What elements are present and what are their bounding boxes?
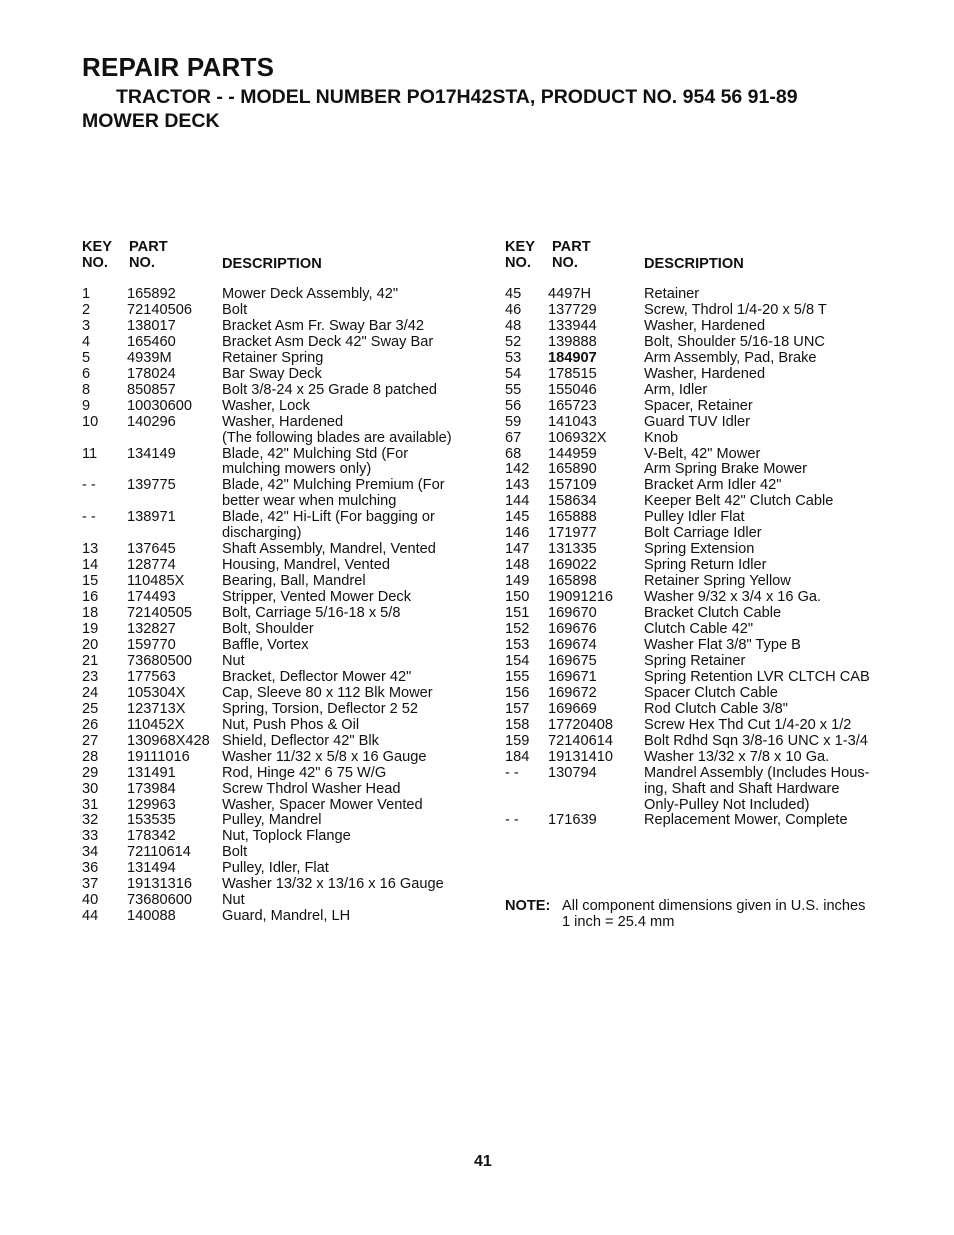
key-number: 149 bbox=[505, 573, 530, 590]
key-number: 11 bbox=[82, 445, 98, 462]
key-number: 26 bbox=[82, 716, 99, 733]
table-row bbox=[82, 893, 482, 909]
key-number: 68 bbox=[505, 445, 522, 462]
table-row bbox=[82, 351, 482, 367]
key-number: 31 bbox=[82, 796, 99, 813]
part-description: Shaft Assembly, Mandrel, Vented bbox=[222, 541, 436, 558]
key-number: 48 bbox=[505, 317, 522, 334]
key-number: 15 bbox=[82, 573, 99, 590]
table-row bbox=[505, 335, 925, 351]
table-row bbox=[505, 670, 925, 686]
part-description: Washer, Hardened bbox=[644, 317, 766, 334]
part-description: Washer 11/32 x 5/8 x 16 Gauge bbox=[222, 748, 427, 765]
key-number: 28 bbox=[82, 748, 99, 765]
key-number: 67 bbox=[505, 429, 522, 446]
key-number: 144 bbox=[505, 493, 530, 510]
key-number: 159 bbox=[505, 732, 530, 749]
table-row bbox=[82, 686, 482, 702]
table-row bbox=[82, 638, 482, 654]
table-row bbox=[505, 303, 925, 319]
part-number: 131491 bbox=[127, 764, 176, 781]
part-description: Washer 13/32 x 7/8 x 10 Ga. bbox=[644, 748, 830, 765]
part-number: 17720408 bbox=[548, 716, 613, 733]
section-title: MOWER DECK bbox=[82, 110, 220, 132]
part-number: 171977 bbox=[548, 525, 597, 542]
part-description: Blade, 42" Mulching Std (For mulching mowers only) bbox=[222, 445, 409, 478]
part-description: Bracket Clutch Cable bbox=[644, 605, 782, 622]
part-description: Nut bbox=[222, 652, 245, 669]
key-number: 147 bbox=[505, 541, 530, 558]
part-number: 105304X bbox=[127, 684, 186, 701]
part-description: Washer, Spacer Mower Vented bbox=[222, 796, 423, 813]
part-description: Bolt Rdhd Sqn 3/8-16 UNC x 1-3/4 bbox=[644, 732, 868, 749]
part-description: Pulley Idler Flat bbox=[644, 509, 745, 526]
note-text: All component dimensions given in U.S. inches 1 inch = 25.4 mm bbox=[562, 898, 866, 930]
part-number: 169676 bbox=[548, 621, 597, 638]
part-number: 19111016 bbox=[127, 748, 190, 765]
page-number: 41 bbox=[474, 1153, 492, 1170]
table-row bbox=[505, 542, 925, 558]
key-number: - - bbox=[505, 764, 519, 781]
key-number: 29 bbox=[82, 764, 99, 781]
key-number: 148 bbox=[505, 557, 530, 574]
part-description: Washer 13/32 x 13/16 x 16 Gauge bbox=[222, 876, 444, 893]
table-row bbox=[505, 702, 925, 718]
part-number: 169669 bbox=[548, 700, 597, 717]
part-description: Mandrel Assembly (Includes Hous- ing, Shaft and Shaft Hardware Only-Pulley Not Included) bbox=[644, 764, 870, 813]
part-description: Keeper Belt 42" Clutch Cable bbox=[644, 493, 834, 510]
table-row bbox=[505, 718, 925, 734]
table-row bbox=[82, 478, 482, 510]
part-number: 106932X bbox=[548, 429, 607, 446]
parts-table-left bbox=[82, 240, 482, 925]
parts-list bbox=[82, 287, 482, 925]
table-row bbox=[505, 686, 925, 702]
part-description: Spring Retainer bbox=[644, 652, 746, 669]
parts-list bbox=[505, 287, 925, 829]
key-number: 37 bbox=[82, 876, 99, 893]
part-description: Bar Sway Deck bbox=[222, 365, 322, 382]
description-header: DESCRIPTION bbox=[644, 256, 744, 272]
part-number: 153535 bbox=[127, 812, 176, 829]
part-number: 73680600 bbox=[127, 892, 192, 909]
part-number: 174493 bbox=[127, 589, 176, 606]
key-number: 32 bbox=[82, 812, 99, 829]
part-number: 129963 bbox=[127, 796, 176, 813]
part-number: 72140614 bbox=[548, 732, 613, 749]
part-description: Washer, Hardened bbox=[644, 365, 766, 382]
key-number: 13 bbox=[82, 541, 99, 558]
table-row bbox=[82, 909, 482, 925]
key-no-header: KEY NO. bbox=[505, 239, 536, 271]
key-number: 34 bbox=[82, 844, 99, 861]
key-number: 145 bbox=[505, 509, 530, 526]
part-number: 137645 bbox=[127, 541, 176, 558]
table-row bbox=[82, 813, 482, 829]
parts-table-right bbox=[505, 240, 925, 829]
part-description: Retainer bbox=[644, 286, 700, 302]
part-number: 19131316 bbox=[127, 876, 192, 893]
key-number: 40 bbox=[82, 892, 99, 909]
part-description: Baffle, Vortex bbox=[222, 636, 309, 653]
part-no-header: PART NO. bbox=[129, 239, 168, 271]
table-row bbox=[505, 415, 925, 431]
part-number: 130794 bbox=[548, 764, 597, 781]
part-number: 72110614 bbox=[127, 844, 191, 861]
table-row bbox=[82, 622, 482, 638]
part-number: 178024 bbox=[127, 365, 176, 382]
description-header: DESCRIPTION bbox=[222, 256, 322, 272]
part-description: Bracket Arm Idler 42" bbox=[644, 477, 782, 494]
part-number: 131335 bbox=[548, 541, 597, 558]
part-description: Screw Hex Thd Cut 1/4-20 x 1/2 bbox=[644, 716, 852, 733]
part-description: Washer, Hardened (The following blades are available) bbox=[222, 413, 452, 446]
part-number: 165723 bbox=[548, 397, 597, 414]
part-number: 132827 bbox=[127, 621, 176, 638]
part-description: Nut, Toplock Flange bbox=[222, 828, 351, 845]
table-row bbox=[82, 829, 482, 845]
table-row bbox=[505, 558, 925, 574]
part-number: 140296 bbox=[127, 413, 176, 430]
part-description: Blade, 42" Hi-Lift (For bagging or discharging) bbox=[222, 509, 435, 542]
key-number: 16 bbox=[82, 589, 99, 606]
table-row bbox=[505, 526, 925, 542]
table-row bbox=[82, 367, 482, 383]
key-number: 4 bbox=[82, 333, 91, 350]
table-row bbox=[82, 606, 482, 622]
key-no-header: KEY NO. bbox=[82, 239, 113, 271]
key-number: 46 bbox=[505, 301, 522, 318]
part-description: Nut bbox=[222, 892, 245, 909]
part-description: Arm Spring Brake Mower bbox=[644, 461, 808, 478]
part-number: 139888 bbox=[548, 333, 597, 350]
part-description: Bolt, Carriage 5/16-18 x 5/8 bbox=[222, 605, 401, 622]
key-number: 155 bbox=[505, 668, 530, 685]
table-row bbox=[82, 782, 482, 798]
table-row bbox=[82, 335, 482, 351]
part-description: Spring Return Idler bbox=[644, 557, 767, 574]
key-number: 24 bbox=[82, 684, 99, 701]
part-number: 139775 bbox=[127, 477, 176, 494]
part-no-header: PART NO. bbox=[552, 239, 591, 271]
table-row bbox=[82, 510, 482, 542]
part-description: Screw, Thdrol 1/4-20 x 5/8 T bbox=[644, 301, 827, 318]
part-number: 169022 bbox=[548, 557, 597, 574]
part-number: 165898 bbox=[548, 573, 597, 590]
part-description: Cap, Sleeve 80 x 112 Blk Mower bbox=[222, 684, 433, 701]
part-description: Stripper, Vented Mower Deck bbox=[222, 589, 411, 606]
part-number: 184907 bbox=[548, 349, 597, 366]
table-row bbox=[505, 606, 925, 622]
key-number: - - bbox=[82, 509, 96, 526]
part-description: V-Belt, 42" Mower bbox=[644, 445, 761, 462]
key-number: 14 bbox=[82, 557, 99, 574]
table-row bbox=[505, 399, 925, 415]
part-description: Washer Flat 3/8" Type B bbox=[644, 636, 801, 653]
key-number: 6 bbox=[82, 365, 91, 382]
table-row bbox=[82, 319, 482, 335]
table-row bbox=[505, 462, 925, 478]
part-description: Bolt Carriage Idler bbox=[644, 525, 762, 542]
part-description: Retainer Spring Yellow bbox=[644, 573, 791, 590]
table-row bbox=[505, 367, 925, 383]
key-number: 156 bbox=[505, 684, 530, 701]
dimensions-note bbox=[505, 899, 942, 930]
part-description: Arm Assembly, Pad, Brake bbox=[644, 349, 817, 366]
part-number: 159770 bbox=[127, 636, 176, 653]
part-number: 178342 bbox=[127, 828, 176, 845]
part-description: Bolt 3/8-24 x 25 Grade 8 patched bbox=[222, 381, 437, 398]
part-number: 140088 bbox=[127, 908, 176, 925]
part-number: 10030600 bbox=[127, 397, 192, 414]
table-row bbox=[82, 845, 482, 861]
table-row bbox=[82, 399, 482, 415]
part-description: Pulley, Idler, Flat bbox=[222, 860, 329, 877]
key-number: 154 bbox=[505, 652, 530, 669]
table-row bbox=[505, 622, 925, 638]
table-row bbox=[82, 718, 482, 734]
table-row bbox=[505, 351, 925, 367]
part-description: Spacer, Retainer bbox=[644, 397, 753, 414]
part-number: 171639 bbox=[548, 812, 597, 829]
part-description: Spring Extension bbox=[644, 541, 755, 558]
part-description: Spacer Clutch Cable bbox=[644, 684, 778, 701]
part-number: 178515 bbox=[548, 365, 597, 382]
table-header bbox=[505, 240, 925, 274]
key-number: 21 bbox=[82, 652, 99, 669]
key-number: 10 bbox=[82, 413, 99, 430]
table-row bbox=[82, 750, 482, 766]
table-row bbox=[82, 303, 482, 319]
table-row bbox=[505, 447, 925, 463]
key-number: 9 bbox=[82, 397, 91, 414]
part-description: Bracket Asm Deck 42" Sway Bar bbox=[222, 333, 434, 350]
part-description: Washer 9/32 x 3/4 x 16 Ga. bbox=[644, 589, 822, 606]
part-number: 134149 bbox=[127, 445, 176, 462]
key-number: - - bbox=[82, 477, 96, 494]
part-number: 169674 bbox=[548, 636, 597, 653]
table-row bbox=[82, 877, 482, 893]
page-title: REPAIR PARTS bbox=[82, 52, 275, 82]
part-description: Rod, Hinge 42" 6 75 W/G bbox=[222, 764, 387, 781]
key-number: 20 bbox=[82, 636, 99, 653]
part-number: 169671 bbox=[548, 668, 597, 685]
key-number: 158 bbox=[505, 716, 530, 733]
part-number: 73680500 bbox=[127, 652, 192, 669]
part-description: Guard, Mandrel, LH bbox=[222, 908, 351, 925]
part-number: 131494 bbox=[127, 860, 176, 877]
table-row bbox=[505, 638, 925, 654]
part-number: 130968X428 bbox=[127, 732, 210, 749]
key-number: 33 bbox=[82, 828, 99, 845]
table-row bbox=[505, 590, 925, 606]
table-row bbox=[505, 510, 925, 526]
part-number: 165890 bbox=[548, 461, 597, 478]
part-number: 138017 bbox=[127, 317, 176, 334]
table-row bbox=[82, 798, 482, 814]
key-number: 36 bbox=[82, 860, 99, 877]
key-number: 150 bbox=[505, 589, 530, 606]
part-number: 141043 bbox=[548, 413, 597, 430]
part-description: Knob bbox=[644, 429, 679, 446]
part-description: Washer, Lock bbox=[222, 397, 310, 414]
key-number: 56 bbox=[505, 397, 522, 414]
part-number: 4939M bbox=[127, 349, 172, 366]
part-number: 165888 bbox=[548, 509, 597, 526]
table-row bbox=[82, 702, 482, 718]
key-number: 25 bbox=[82, 700, 99, 717]
part-number: 165460 bbox=[127, 333, 176, 350]
table-row bbox=[82, 766, 482, 782]
part-number: 177563 bbox=[127, 668, 176, 685]
part-number: 137729 bbox=[548, 301, 597, 318]
part-number: 850857 bbox=[127, 381, 176, 398]
key-number: 54 bbox=[505, 365, 522, 382]
key-number: 142 bbox=[505, 461, 530, 478]
table-row bbox=[505, 574, 925, 590]
key-number: 151 bbox=[505, 605, 530, 622]
part-number: 157109 bbox=[548, 477, 597, 494]
key-number: 59 bbox=[505, 413, 522, 430]
key-number: 27 bbox=[82, 732, 99, 749]
part-number: 19131410 bbox=[548, 748, 613, 765]
key-number: 153 bbox=[505, 636, 530, 653]
key-number: 152 bbox=[505, 621, 530, 638]
table-row bbox=[82, 734, 482, 750]
table-row bbox=[505, 750, 925, 766]
key-number: 157 bbox=[505, 700, 530, 717]
part-number: 173984 bbox=[127, 780, 176, 797]
part-description: Pulley, Mandrel bbox=[222, 812, 322, 829]
part-number: 144959 bbox=[548, 445, 597, 462]
part-description: Bolt bbox=[222, 301, 248, 318]
part-description: Bolt, Shoulder bbox=[222, 621, 314, 638]
table-row bbox=[82, 542, 482, 558]
part-description: Bracket, Deflector Mower 42" bbox=[222, 668, 412, 685]
note-label: NOTE: bbox=[505, 898, 551, 914]
part-number: 4497H bbox=[548, 286, 592, 302]
part-description: Mower Deck Assembly, 42" bbox=[222, 286, 399, 302]
key-number: 23 bbox=[82, 668, 99, 685]
key-number: 5 bbox=[82, 349, 91, 366]
key-number: 30 bbox=[82, 780, 99, 797]
key-number: 18 bbox=[82, 605, 99, 622]
table-row bbox=[505, 813, 925, 829]
part-number: 72140505 bbox=[127, 605, 192, 622]
key-number: 19 bbox=[82, 621, 99, 638]
table-row bbox=[82, 590, 482, 606]
part-number: 155046 bbox=[548, 381, 597, 398]
part-number: 169670 bbox=[548, 605, 597, 622]
part-number: 169672 bbox=[548, 684, 597, 701]
part-description: Bolt bbox=[222, 844, 248, 861]
key-number: 52 bbox=[505, 333, 522, 350]
table-row bbox=[82, 861, 482, 877]
part-number: 110485X bbox=[127, 573, 185, 590]
table-row bbox=[505, 431, 925, 447]
table-row bbox=[82, 574, 482, 590]
part-number: 138971 bbox=[127, 509, 176, 526]
model-subtitle: TRACTOR - - MODEL NUMBER PO17H42STA, PRODUCT NO. 954 56 91-89 bbox=[116, 86, 798, 108]
part-description: Bracket Asm Fr. Sway Bar 3/42 bbox=[222, 317, 424, 334]
part-number: 169675 bbox=[548, 652, 597, 669]
table-row bbox=[505, 319, 925, 335]
table-row bbox=[505, 478, 925, 494]
part-number: 110452X bbox=[127, 716, 185, 733]
part-description: Nut, Push Phos & Oil bbox=[222, 716, 360, 733]
key-number: 45 bbox=[505, 286, 522, 302]
key-number: 55 bbox=[505, 381, 522, 398]
key-number: 53 bbox=[505, 349, 522, 366]
key-number: 143 bbox=[505, 477, 530, 494]
table-row bbox=[82, 383, 482, 399]
table-row bbox=[82, 558, 482, 574]
part-description: Bearing, Ball, Mandrel bbox=[222, 573, 366, 590]
part-description: Shield, Deflector 42" Blk bbox=[222, 732, 379, 749]
key-number: - - bbox=[505, 812, 519, 829]
part-description: Clutch Cable 42" bbox=[644, 621, 754, 638]
table-row bbox=[505, 654, 925, 670]
part-description: Blade, 42" Mulching Premium (For better wear when mulching bbox=[222, 477, 445, 510]
key-number: 44 bbox=[82, 908, 99, 925]
key-number: 184 bbox=[505, 748, 530, 765]
table-row bbox=[82, 670, 482, 686]
part-number: 72140506 bbox=[127, 301, 192, 318]
part-description: Spring, Torsion, Deflector 2 52 bbox=[222, 700, 419, 717]
table-row bbox=[505, 383, 925, 399]
part-description: Arm, Idler bbox=[644, 381, 708, 398]
key-number: 146 bbox=[505, 525, 530, 542]
part-description: Spring Retention LVR CLTCH CAB bbox=[644, 668, 870, 685]
table-row bbox=[82, 287, 482, 303]
key-number: 8 bbox=[82, 381, 91, 398]
table-row bbox=[505, 287, 925, 303]
table-header bbox=[82, 240, 482, 274]
part-description: Replacement Mower, Complete bbox=[644, 812, 848, 829]
table-row bbox=[82, 447, 482, 479]
table-row bbox=[82, 654, 482, 670]
part-number: 123713X bbox=[127, 700, 186, 717]
part-description: Guard TUV Idler bbox=[644, 413, 750, 430]
key-number: 2 bbox=[82, 301, 91, 318]
part-number: 165892 bbox=[127, 286, 176, 302]
table-row bbox=[505, 734, 925, 750]
part-description: Rod Clutch Cable 3/8" bbox=[644, 700, 788, 717]
part-description: Bolt, Shoulder 5/16-18 UNC bbox=[644, 333, 825, 350]
key-number: 3 bbox=[82, 317, 91, 334]
table-row bbox=[505, 766, 925, 814]
part-description: Screw Thdrol Washer Head bbox=[222, 780, 401, 797]
part-number: 158634 bbox=[548, 493, 597, 510]
part-number: 19091216 bbox=[548, 589, 613, 606]
table-row bbox=[82, 415, 482, 447]
key-number: 1 bbox=[82, 286, 91, 302]
part-number: 128774 bbox=[127, 557, 176, 574]
part-description: Housing, Mandrel, Vented bbox=[222, 557, 390, 574]
part-description: Retainer Spring bbox=[222, 349, 324, 366]
part-number: 133944 bbox=[548, 317, 597, 334]
table-row bbox=[505, 494, 925, 510]
